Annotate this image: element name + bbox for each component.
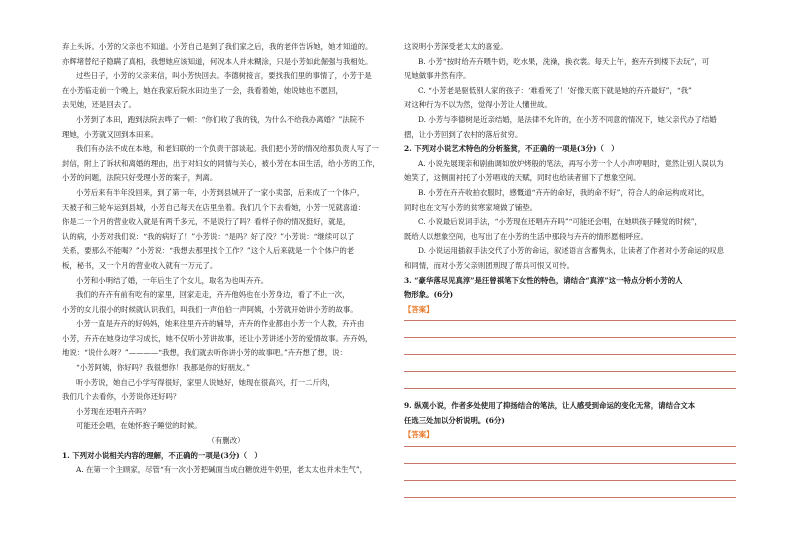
answer-line bbox=[404, 354, 736, 355]
answer-line bbox=[404, 320, 736, 321]
text-line: 关系，要那么不能喝？”小芳说：“我想去那里找个工作？”这个人后来就是一个个体户的老 bbox=[62, 246, 355, 256]
answer-line bbox=[404, 371, 736, 372]
text-line: 小芳，卉卉在她身边学习成长，她不仅听小芳讲故事，还让小芳讲述小芳的爱情故事。卉卉妈， bbox=[62, 333, 373, 343]
text-line: 我们有办法不成在本地，和老妇联的一个负责干部谈起。我们把小芳的情况给那负责人写了一 bbox=[76, 144, 380, 154]
text-line: 小芳后来有半年没回来，到了第一年，小芳到县城开了一家小卖部，后来成了一个体户， bbox=[76, 187, 365, 197]
text-line: 可能还会唱，在她怀抱子睡觉的时候。 bbox=[76, 421, 202, 431]
answer-lines[interactable] bbox=[404, 317, 736, 395]
text-line: C. 小说最后说词手法，“小芳现在还唱卉卉吗”“可能还会唱，在她哄孩子睡觉的时候”， bbox=[418, 217, 702, 227]
answer-label: 【答案】 bbox=[404, 430, 434, 440]
text-line: 我们几个去看你，小芳说你还好吗？ bbox=[62, 392, 181, 402]
text-line: 小芳一直是卉卉的好妈妈，她来往里卉卉的辅导，卉卉的作业都由小芳一个人教，卉卉由 bbox=[76, 319, 365, 329]
answer-lines[interactable] bbox=[404, 443, 736, 503]
text-line: D. 小说运用插叙手法交代了小芳的命运，叙述语言含蓄隽永，让读者了作者对小芳命运的叹息 bbox=[418, 246, 724, 256]
answer-line bbox=[404, 337, 736, 338]
text-line: 物形象。(6分) bbox=[404, 290, 454, 300]
text-line: 见她做事井然有序。 bbox=[404, 71, 471, 81]
text-line: 你是二一个月的营业收入就是有两千多元，不是说行了吗？看样子你的情况挺好，就是， bbox=[62, 217, 351, 227]
left-column bbox=[62, 40, 390, 478]
text-line: 弃上头诉。小芳的父亲也不知道。小芳自己是到了我们家之后，我的老伴告诉她，她才知道的。 bbox=[62, 42, 373, 51]
text-line: 同时也在文写小芳的贫寒家境做了铺垫。 bbox=[404, 202, 538, 212]
answer-area-2 bbox=[404, 428, 736, 503]
text-line: 既给人以想象空间，也写出了在小芳的生活中那段与卉卉的情形愿相呼应。 bbox=[404, 231, 648, 241]
text-line: 在小芳临走前一个晚上，她在我家后院水田边坐了一会，我看着她，她说她也不愿回， bbox=[62, 85, 343, 95]
answer-line bbox=[404, 480, 736, 481]
passage-text bbox=[62, 40, 390, 434]
source-note: （有删改） bbox=[207, 436, 245, 446]
text-line: B. 小芳在卉卉收拍衣服时，感慨道“卉卉的命好，我的命不好”，符合人的命运构成对比， bbox=[418, 187, 710, 197]
text-line: D. 小芳与李德树是近亲结婚，是法律不允许的，在小芳不同意的情况下，她父亲代办了结婚 bbox=[418, 114, 717, 124]
text-line: 我们的卉卉有前有吃有的家里，回家走走，卉卉他妈也在小芳身边，看了不止一次， bbox=[76, 290, 350, 300]
text-line: 和同情，而对小芳父亲则团刑现了帮兵可恨又可怜。 bbox=[404, 260, 574, 270]
answer-line bbox=[404, 446, 736, 447]
question-1-title: 1. 下列对小说相关内容的理解，不正确的一项是(3分)（ ） bbox=[62, 450, 262, 460]
text-line: 地说：“说什么呀？”————“我想，我们就去听你讲小芳的故事吧。”卉卉想了想，说： bbox=[62, 348, 347, 358]
text-line: 摺，让小芳回到了农村的落后贫穷。 bbox=[404, 129, 523, 139]
text-line: 小芳和小明结了婚，一年后生了个女儿，取名为也叫卉卉。 bbox=[76, 275, 269, 285]
text-line: 封信，附上了诉状和离婚的理由，出于对妇女的同情与关心，被小芳在本田生活，给小芳的工作， bbox=[62, 158, 380, 168]
text-line: 听小芳说，她自己小学写得很好，家里人说她好，她现在很高兴，打一二斤肉， bbox=[76, 377, 335, 387]
answer-line bbox=[404, 463, 736, 464]
question-1-option-a: A. 在第一个主顾家，尽管“有一次小芳把碱面当成白糖放进牛奶里，老太太也并未生气”， bbox=[76, 465, 368, 475]
right-column bbox=[404, 40, 736, 503]
answer-line bbox=[404, 388, 736, 389]
text-line: 亦辉堵替纪子隐瞒了真相，我想她应该知道，何况本人并未糊涂，只是小芳如此倔强与我相处。 bbox=[62, 56, 373, 66]
question-4-title-line2: 任选三处加以分析说明。(6分) bbox=[404, 415, 505, 425]
text-line: 小芳现在还唱卉卉吗？ bbox=[76, 406, 150, 416]
questions-text bbox=[404, 40, 736, 303]
text-line: 这说明小芳深受老太太的喜爱。 bbox=[404, 42, 508, 51]
text-line: 她笑了，这侧面衬托了小芳唱戏的天赋，同时也给读者留下了想象空间。 bbox=[404, 173, 641, 183]
text-line: C. “小芳老是驱低别人家的孩子：‘难看死了！’好像天底下就是她的卉卉最好”，“我” bbox=[418, 85, 692, 95]
text-line: 小芳的女儿很小的时候就认识我们，叫我们一声伯伯一声阿姨，小芳就开始讲小芳的故事。 bbox=[62, 304, 358, 314]
text-line: 3. “豪华落尽见真淳”是汪曾祺笔下女性的特色，请结合“真淳”这一特点分析小芳的人 bbox=[404, 275, 683, 285]
text-line: B. 小芳“按时给卉卉喂牛奶，吃水果，洗澡，换衣裳。每天上午，抱卉卉到楼下去玩”，可 bbox=[418, 56, 710, 66]
answer-area-1 bbox=[404, 303, 736, 396]
question-4-title-line1: 9. 纵观小说，作者多处使用了抑扬结合的笔法，让人感受到命运的变化无常，请结合文本 bbox=[404, 401, 696, 411]
text-line: 对这种行为不以为然，觉得小芳让人懂世故。 bbox=[404, 100, 552, 110]
text-line: 认的病，小芳对我们说：“我的病好了！”小芳说：“是吗？好了没？”小芳说：“继续可以了 bbox=[62, 231, 355, 241]
answer-label: 【答案】 bbox=[404, 304, 434, 314]
text-line: 板，秘书，又一个月的营业收入就有一万元了。 bbox=[62, 260, 218, 270]
answer-line bbox=[404, 497, 736, 498]
text-line: 去见她，还是回去了。 bbox=[62, 100, 136, 110]
text-line: “小芳阿姨，你好吗？我很想你！我都是你的好朋友。” bbox=[76, 363, 250, 373]
text-line: A. 小说先展现亲和剧曲调如放炉烤般的笔法，再写小芳一个人小声哼唱时，竟然让别人误以为 bbox=[418, 158, 724, 168]
text-line: 天被子和三轮车运到县城，小芳自己每天在店里坐着。我们几个下去看她，小芳一见就喜道： bbox=[62, 202, 366, 212]
text-line: 小芳的问题，法院只好受理小芳的案子，判离。 bbox=[62, 173, 218, 183]
text-line: 2. 下列对小说艺术特色的分析鉴赏，不正确的一项是(3分)（ ） bbox=[404, 144, 619, 154]
text-line: 理她，小芳就又回到本田来。 bbox=[62, 129, 159, 139]
text-line: 过些日子，小芳的父亲来信，叫小芳快回去。李德树接言，要找我们里的事情了，小芳于是 bbox=[76, 71, 372, 81]
text-line: 小芳到了本田，跑到法院去哗了一顿：“你们收了我的钱，为什么不给我办离婚？”法院不 bbox=[76, 114, 365, 124]
